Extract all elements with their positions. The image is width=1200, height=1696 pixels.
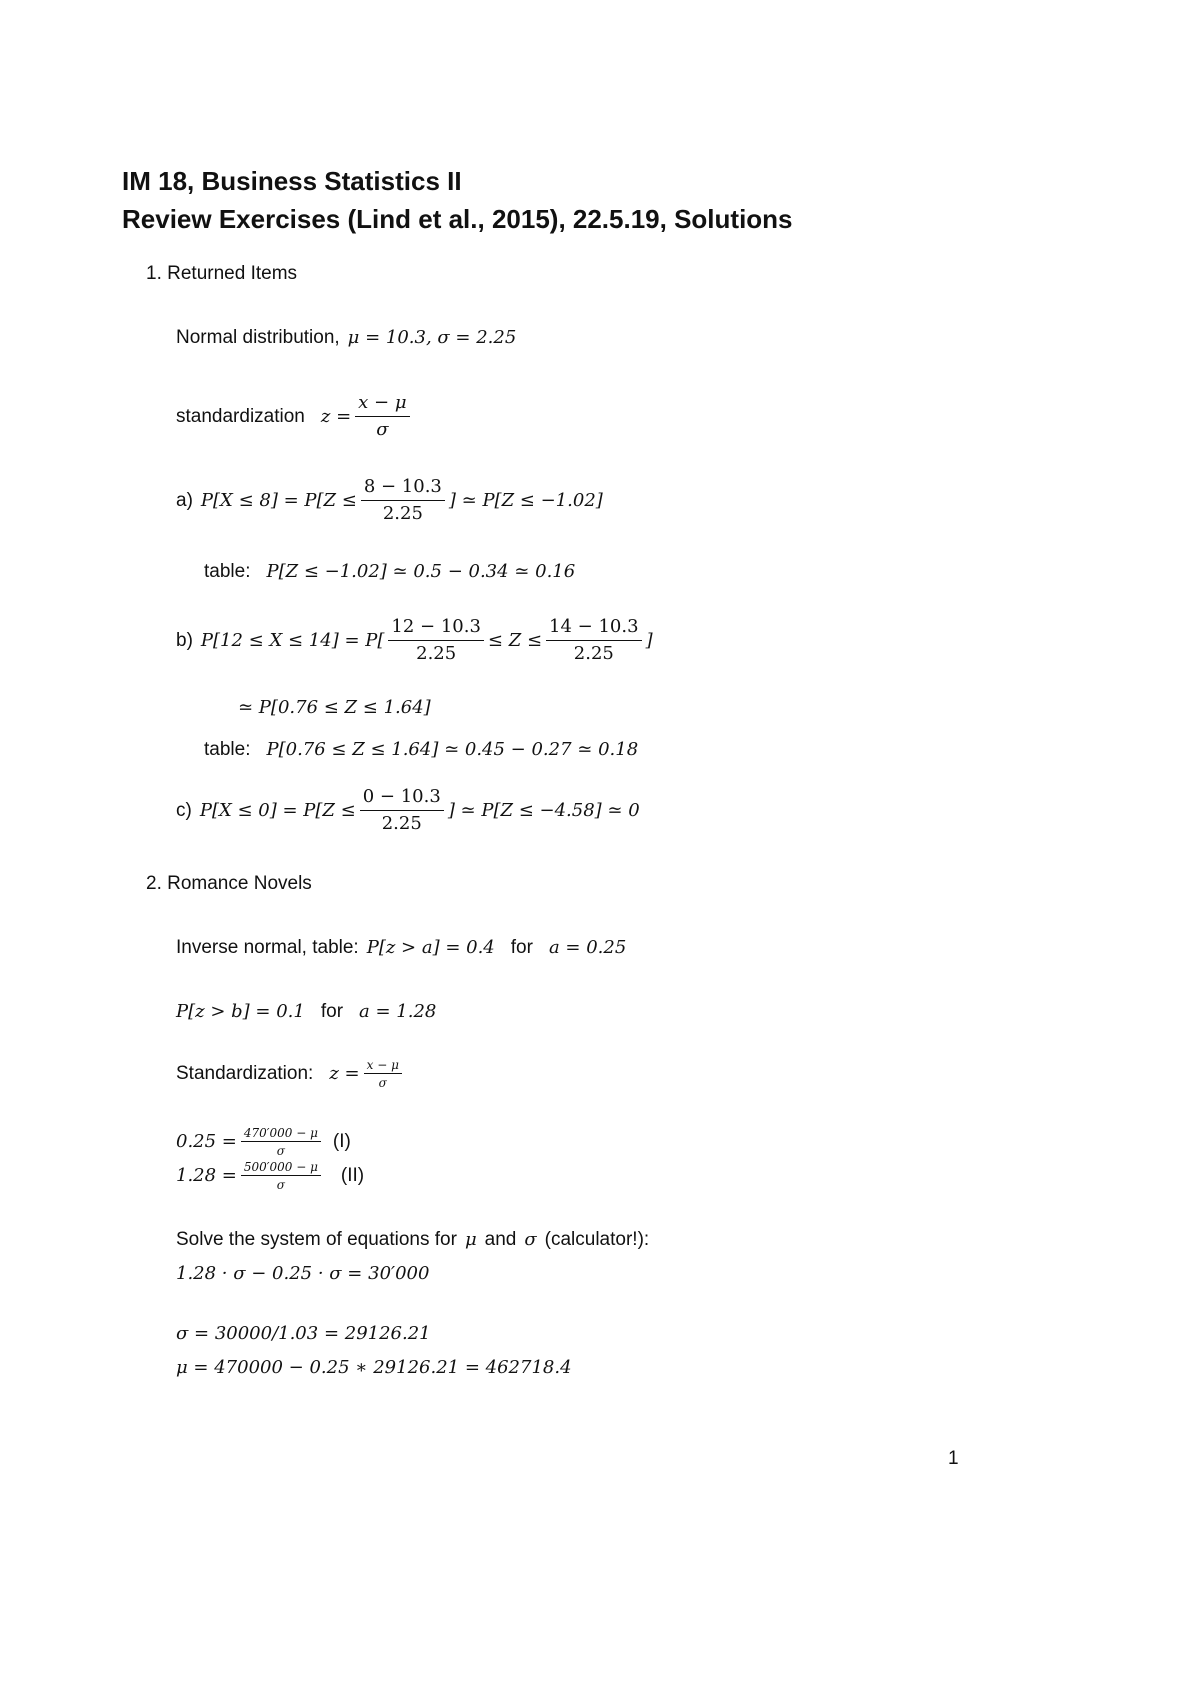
- part-c-fraction: [360, 786, 444, 835]
- sigma-result-line: [176, 1322, 431, 1346]
- equation-1-tag: (I): [332, 1131, 351, 1152]
- standardization-2-label: Standardization:: [176, 1063, 314, 1084]
- solve-and: and: [484, 1229, 517, 1250]
- fraction-numerator: x − μ: [364, 1058, 402, 1074]
- part-a-line: [176, 476, 603, 525]
- fraction-numerator: 14 − 10.3: [546, 616, 642, 641]
- part-b-lhs: P[12 ≤ X ≤ 14] = P[: [200, 629, 385, 651]
- table-label: table:: [204, 739, 251, 760]
- standardization-fraction: [355, 392, 409, 441]
- inverse-normal-line: [176, 936, 626, 960]
- inverse-normal-label: Inverse normal, table:: [176, 937, 359, 958]
- standardization-2-lhs: z =: [329, 1063, 360, 1084]
- equation-1-line: [176, 1126, 351, 1158]
- solve-pre: Solve the system of equations for: [176, 1229, 457, 1250]
- pb-prob: P[z > b] = 0.1: [176, 1001, 305, 1022]
- document-subtitle: Review Exercises (Lind et al., 2015), 22.5.19, Solutions: [122, 204, 793, 234]
- part-b-line: [176, 616, 653, 665]
- fraction-denominator: 2.25: [381, 813, 422, 834]
- section-2-heading: 2. Romance Novels: [146, 873, 312, 894]
- part-a-lhs: P[X ≤ 8] = P[Z ≤: [200, 489, 357, 511]
- part-b-approx-line: [238, 696, 431, 720]
- page-number: 1: [948, 1448, 959, 1469]
- fraction-denominator: 2.25: [573, 643, 614, 664]
- standardization-label: standardization: [176, 405, 305, 427]
- part-b-approx: ≃ P[0.76 ≤ Z ≤ 1.64]: [238, 697, 431, 718]
- inverse-normal-prob: P[z > a] = 0.4: [366, 937, 495, 958]
- solve-sigma: σ: [524, 1229, 537, 1250]
- system-equation: 1.28 · σ − 0.25 · σ = 30′000: [176, 1263, 430, 1284]
- equation-2-line: [176, 1160, 364, 1192]
- normal-distribution-line: [176, 326, 516, 350]
- mu-result: μ = 470000 − 0.25 ∗ 29126.21 = 462718.4: [176, 1357, 572, 1378]
- fraction-denominator: σ: [276, 1178, 285, 1192]
- fraction-denominator: σ: [378, 1076, 387, 1090]
- fraction-numerator: 500′000 − μ: [241, 1160, 321, 1176]
- solve-instruction-line: [176, 1228, 649, 1252]
- standardization-lhs: z =: [320, 405, 352, 427]
- part-a-fraction: [361, 476, 445, 525]
- fraction-numerator: 12 − 10.3: [388, 616, 484, 641]
- part-a-rhs: ] ≃ P[Z ≤ −1.02]: [448, 489, 603, 511]
- equation-1-lhs: 0.25 =: [176, 1131, 237, 1152]
- mu-result-line: [176, 1356, 572, 1380]
- part-a-label: a): [176, 489, 193, 511]
- for-label: for: [510, 937, 533, 958]
- fraction-denominator: 2.25: [416, 643, 457, 664]
- part-c-label: c): [176, 799, 192, 821]
- section-1-heading: 1. Returned Items: [146, 263, 298, 284]
- table-label: table:: [204, 561, 251, 582]
- fraction-numerator: x − μ: [355, 392, 409, 417]
- pb-a: a = 1.28: [359, 1001, 437, 1022]
- part-b-fraction-2: [546, 616, 642, 665]
- part-c-rhs: ] ≃ P[Z ≤ −4.58] ≃ 0: [447, 799, 640, 821]
- part-b-label: b): [176, 629, 193, 651]
- system-equation-line: [176, 1262, 429, 1286]
- for-label: for: [320, 1001, 344, 1022]
- fraction-numerator: 470′000 − μ: [241, 1126, 321, 1142]
- part-c-line: [176, 786, 640, 835]
- part-c-lhs: P[X ≤ 0] = P[Z ≤: [199, 799, 356, 821]
- part-b-middle: ≤ Z ≤: [487, 629, 543, 651]
- document-title: IM 18, Business Statistics II: [122, 166, 462, 196]
- standardization-2-fraction: [364, 1058, 402, 1090]
- pb-line: [176, 1000, 436, 1024]
- fraction-denominator: σ: [276, 1144, 285, 1158]
- part-b-fraction-1: [388, 616, 484, 665]
- part-b-table-line: [204, 738, 638, 762]
- fraction-numerator: 0 − 10.3: [360, 786, 444, 811]
- equation-2-tag: (II): [340, 1165, 365, 1186]
- solve-mu: μ: [464, 1229, 477, 1250]
- fraction-denominator: 2.25: [382, 503, 423, 524]
- part-b-close: ]: [645, 629, 653, 651]
- part-a-table-value: P[Z ≤ −1.02] ≃ 0.5 − 0.34 ≃ 0.16: [266, 561, 576, 582]
- standardization-2-line: [176, 1058, 406, 1090]
- standardization-line: [176, 392, 414, 441]
- equation-1-fraction: [241, 1126, 321, 1158]
- solve-post: (calculator!):: [544, 1229, 650, 1250]
- equation-2-lhs: 1.28 =: [176, 1165, 237, 1186]
- normal-params: μ = 10.3, σ = 2.25: [347, 327, 517, 348]
- fraction-numerator: 8 − 10.3: [361, 476, 445, 501]
- part-a-table-line: [204, 560, 575, 584]
- fraction-denominator: σ: [376, 419, 389, 440]
- inverse-normal-a: a = 0.25: [548, 937, 627, 958]
- normal-label: Normal distribution,: [176, 327, 340, 348]
- part-b-table-value: P[0.76 ≤ Z ≤ 1.64] ≃ 0.45 − 0.27 ≃ 0.18: [266, 739, 639, 760]
- sigma-result: σ = 30000/1.03 = 29126.21: [176, 1323, 431, 1344]
- equation-2-fraction: [241, 1160, 321, 1192]
